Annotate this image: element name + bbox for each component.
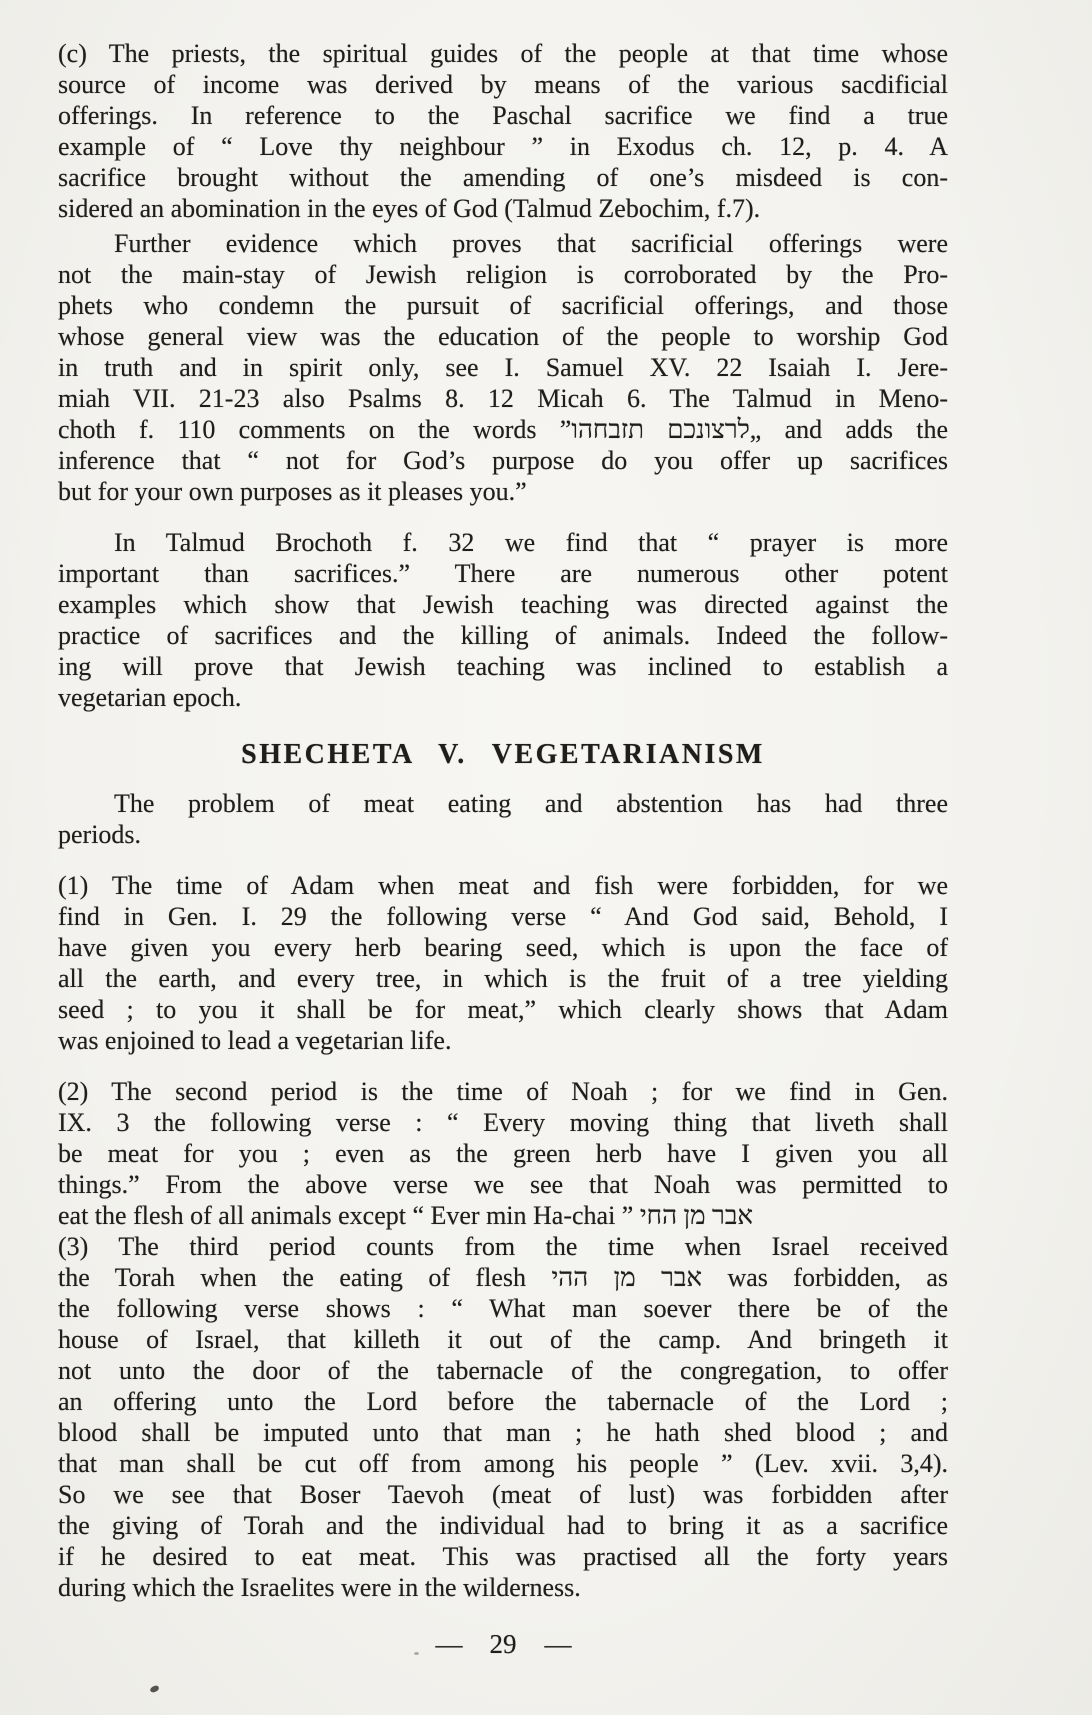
text-line: not the main-stay of Jewish religion is corroborated by the Pro- xyxy=(58,260,948,289)
text-line: the giving of Torah and the individual had to bring it as a sacrifice xyxy=(58,1511,948,1540)
text-line: (2) The second period is the time of Noah ; for we find in Gen. xyxy=(58,1077,948,1106)
text-line: IX. 3 the following verse : “ Every moving thing that liveth shall xyxy=(58,1108,948,1137)
text-line: The problem of meat eating and abstention has had three xyxy=(114,789,948,818)
text-line: So we see that Boser Taevoh (meat of lust) was forbidden after xyxy=(58,1480,948,1509)
paragraph xyxy=(58,788,948,850)
page-number: 29 xyxy=(489,1629,517,1659)
text-column xyxy=(58,38,948,1660)
body-before-heading xyxy=(58,38,948,713)
footer-left-dash: — xyxy=(435,1629,462,1659)
text-line: seed ; to you it shall be for meat,” which clearly shows that Adam xyxy=(58,995,948,1024)
text-line: during which the Israelites were in the wilderness. xyxy=(58,1573,581,1602)
ink-smudge-mark xyxy=(149,1685,159,1693)
text-line: things.” From the above verse we see that Noah was permitted to xyxy=(58,1170,948,1199)
text-line: the following verse shows : “ What man soever there be of the xyxy=(58,1294,948,1323)
text-line: practice of sacrifices and the killing of animals. Indeed the follow- xyxy=(58,621,948,650)
text-line: an offering unto the Lord before the tabernacle of the Lord ; xyxy=(58,1387,948,1416)
text-line: blood shall be imputed unto that man ; he hath shed blood ; and xyxy=(58,1418,948,1447)
text-line: find in Gen. I. 29 the following verse “ And God said, Behold, I xyxy=(58,902,948,931)
text-line: the Torah when the eating of flesh אבר מן ההי was forbidden, as xyxy=(58,1263,948,1292)
text-line: in truth and in spirit only, see I. Samuel XV. 22 Isaiah I. Jere- xyxy=(58,353,948,382)
text-line: was enjoined to lead a vegetarian life. xyxy=(58,1026,452,1055)
text-line: but for your own purposes as it pleases you.” xyxy=(58,477,527,506)
text-line: In Talmud Brochoth f. 32 we find that “ prayer is more xyxy=(114,528,948,557)
section-heading: SHECHETA V. VEGETARIANISM xyxy=(241,739,765,770)
paragraph xyxy=(58,1076,948,1231)
paragraph xyxy=(58,527,948,713)
text-line: Further evidence which proves that sacrificial offerings were xyxy=(114,229,948,258)
text-line: (1) The time of Adam when meat and fish were forbidden, for we xyxy=(58,871,948,900)
paragraph xyxy=(58,870,948,1056)
text-line: sidered an abomination in the eyes of God (Talmud Zebochim, f.7). xyxy=(58,194,761,223)
text-line: (c) The priests, the spiritual guides of the people at that time whose xyxy=(58,39,948,68)
text-line: whose general view was the education of the people to worship God xyxy=(58,322,948,351)
text-line: inference that “ not for God’s purpose do you offer up sacrifices xyxy=(58,446,948,475)
text-line: sacrifice brought without the amending of one’s misdeed is con- xyxy=(58,163,948,192)
body-after-heading xyxy=(58,788,948,1603)
paragraph xyxy=(58,1231,948,1603)
paragraph xyxy=(58,228,948,507)
text-line: source of income was derived by means of the various sacdificial xyxy=(58,70,948,99)
text-line: phets who condemn the pursuit of sacrificial offerings, and those xyxy=(58,291,948,320)
footer-right-dash: — xyxy=(544,1629,571,1659)
text-line: offerings. In reference to the Paschal sacrifice we find a true xyxy=(58,101,948,130)
paragraph xyxy=(58,38,948,224)
text-line: examples which show that Jewish teaching was directed against the xyxy=(58,590,948,619)
text-line: if he desired to eat meat. This was practised all the forty years xyxy=(58,1542,948,1571)
text-line: not unto the door of the tabernacle of the congregation, to offer xyxy=(58,1356,948,1385)
text-line: example of “ Love thy neighbour ” in Exodus ch. 12, p. 4. A xyxy=(58,132,948,161)
text-line: have given you every herb bearing seed, which is upon the face of xyxy=(58,933,948,962)
text-line: choth f. 110 comments on the words ”לרצונכם תזבחהו„ and adds the xyxy=(58,415,948,444)
text-line: ing will prove that Jewish teaching was inclined to establish a xyxy=(58,652,948,681)
text-line: (3) The third period counts from the time when Israel received xyxy=(58,1232,948,1261)
ink-dot-mark xyxy=(414,1652,419,1655)
text-line: all the earth, and every tree, in which is the fruit of a tree yielding xyxy=(58,964,948,993)
text-line: periods. xyxy=(58,820,142,849)
text-line: eat the flesh of all animals except “ Ever min Ha-chai ” אבר מן החי xyxy=(58,1201,753,1230)
text-line: vegetarian epoch. xyxy=(58,683,242,712)
text-line: important than sacrifices.” There are numerous other potent xyxy=(58,559,948,588)
page-footer xyxy=(58,1629,948,1660)
text-line: be meat for you ; even as the green herb have I given you all xyxy=(58,1139,948,1168)
text-line: house of Israel, that killeth it out of the camp. And bringeth it xyxy=(58,1325,948,1354)
text-line: miah VII. 21-23 also Psalms 8. 12 Micah 6. The Talmud in Meno- xyxy=(58,384,948,413)
text-line: that man shall be cut off from among his people ” (Lev. xvii. 3,4). xyxy=(58,1449,948,1478)
